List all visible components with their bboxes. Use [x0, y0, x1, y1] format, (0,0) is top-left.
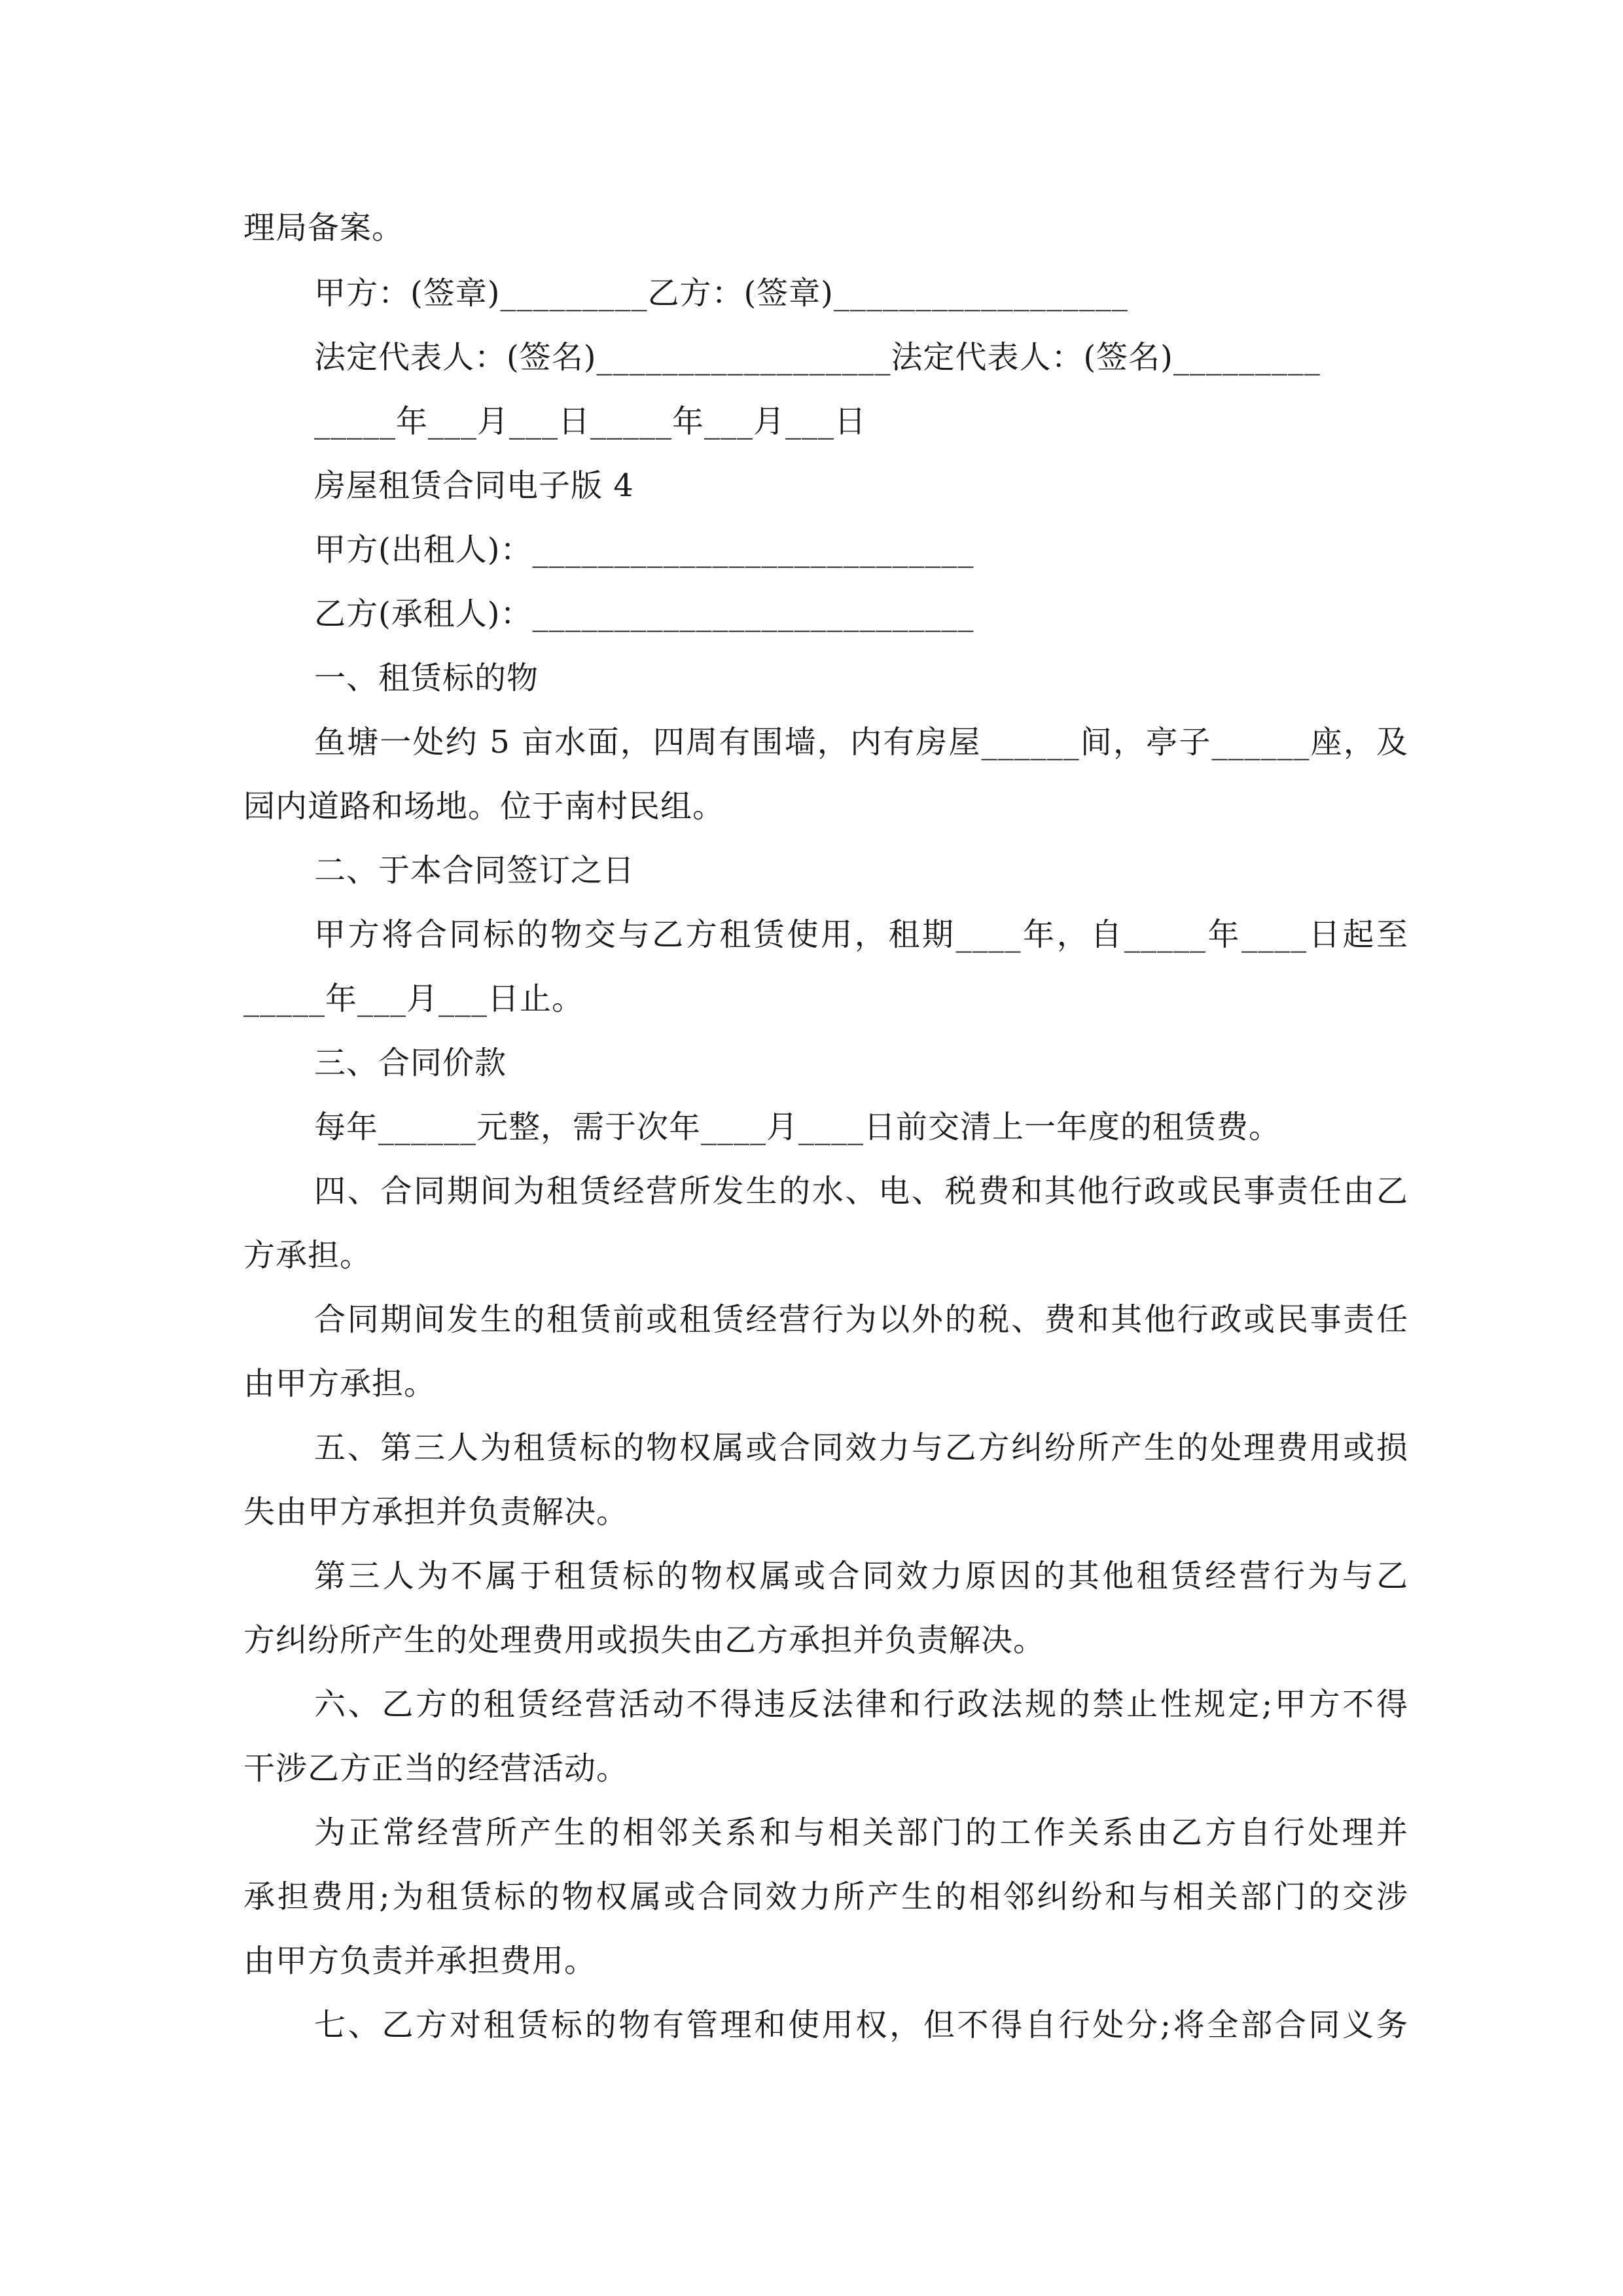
paragraph-line: 鱼塘一处约 5 亩水面，四周有围墙，内有房屋______间，亭子______座，及 — [314, 724, 1408, 761]
paragraph-line: 干涉乙方正当的经营活动。 — [243, 1750, 629, 1787]
clause-heading: 二、于本合同签订之日 — [314, 852, 635, 889]
paragraph-line: 园内道路和场地。位于南村民组。 — [243, 788, 725, 825]
paragraph-line: 合同期间发生的租赁前或租赁经营行为以外的税、费和其他行政或民事责任 — [314, 1301, 1408, 1338]
paragraph-line: _____年___月___日止。 — [243, 980, 584, 1017]
clause-heading: 三、合同价款 — [314, 1045, 507, 1081]
date-line: _____年___月___日_____年___月___日 — [314, 403, 867, 440]
text-line: 理局备案。 — [243, 209, 404, 246]
paragraph-line: 方承担。 — [243, 1237, 372, 1274]
paragraph-line: 第三人为不属于租赁标的物权属或合同效力原因的其他租赁经营行为与乙 — [314, 1558, 1408, 1594]
party-a-line: 甲方(出租人)：___________________________ — [314, 531, 974, 568]
paragraph-line: 五、第三人为租赁标的物权属或合同效力与乙方纠纷所产生的处理费用或损 — [314, 1429, 1408, 1466]
paragraph-line: 承担费用;为租赁标的物权属或合同效力所产生的相邻纠纷和与相关部门的交涉 — [243, 1878, 1408, 1915]
paragraph-line: 由甲方负责并承担费用。 — [243, 1943, 597, 1979]
paragraph-line: 为正常经营所产生的相邻关系和与相关部门的工作关系由乙方自行处理并 — [314, 1814, 1408, 1851]
clause-heading: 一、租赁标的物 — [314, 660, 539, 696]
paragraph-line: 六、乙方的租赁经营活动不得违反法律和行政法规的禁止性规定;甲方不得 — [314, 1686, 1408, 1723]
paragraph-line: 由甲方承担。 — [243, 1365, 437, 1402]
signature-line-seal: 甲方：(签章)_________乙方：(签章)__________________ — [314, 275, 1128, 312]
signature-line-representative: 法定代表人：(签名)__________________法定代表人：(签名)_________ — [314, 339, 1321, 376]
section-title: 房屋租赁合同电子版 4 — [314, 467, 634, 504]
paragraph-line: 失由甲方承担并负责解决。 — [243, 1494, 629, 1530]
paragraph-line: 四、合同期间为租赁经营所发生的水、电、税费和其他行政或民事责任由乙 — [314, 1173, 1408, 1210]
paragraph-line: 方纠纷所产生的处理费用或损失由乙方承担并负责解决。 — [243, 1622, 1046, 1659]
paragraph-line: 甲方将合同标的物交与乙方租赁使用，租期____年，自_____年____日起至 — [314, 916, 1408, 953]
party-b-line: 乙方(承租人)：___________________________ — [314, 596, 974, 632]
paragraph-line: 每年______元整，需于次年____月____日前交清上一年度的租赁费。 — [314, 1109, 1281, 1145]
paragraph-line: 七、乙方对租赁标的物有管理和使用权，但不得自行处分;将全部合同义务 — [314, 2007, 1408, 2043]
